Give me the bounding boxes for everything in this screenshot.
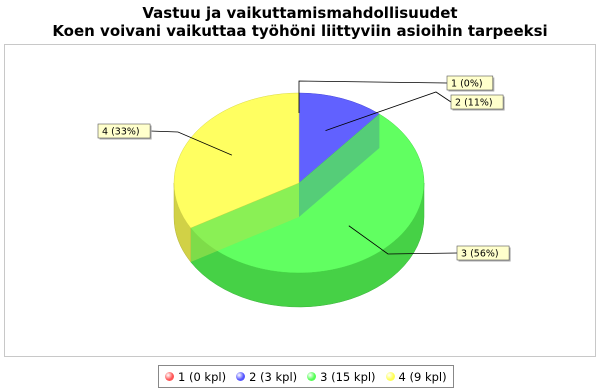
legend-swatch-1 xyxy=(165,372,174,381)
callout-label-4: 4 (33%) xyxy=(102,126,140,138)
chart-title: Vastuu ja vaikuttamismahdollisuudet xyxy=(142,4,458,22)
chart-subtitle: Koen voivani vaikuttaa työhöni liittyviin asioihin tarpeeksi xyxy=(52,22,548,40)
legend-item-2 xyxy=(236,370,297,384)
legend-swatch-3 xyxy=(307,372,316,381)
legend-swatch-2 xyxy=(236,372,245,381)
callout-label-2: 2 (11%) xyxy=(455,97,493,109)
legend-label-2: 2 (3 kpl) xyxy=(249,369,298,384)
callout-label-1: 1 (0%) xyxy=(451,78,483,90)
legend-label-4: 4 (9 kpl) xyxy=(398,369,447,384)
callout-label-3: 3 (56%) xyxy=(461,248,499,260)
legend-item-1 xyxy=(165,370,226,384)
chart-legend xyxy=(158,365,454,388)
legend-item-4 xyxy=(386,370,447,384)
legend-label-3: 3 (15 kpl) xyxy=(320,369,376,384)
legend-label-1: 1 (0 kpl) xyxy=(178,369,227,384)
legend-swatch-4 xyxy=(386,372,395,381)
legend-item-3 xyxy=(307,370,375,384)
